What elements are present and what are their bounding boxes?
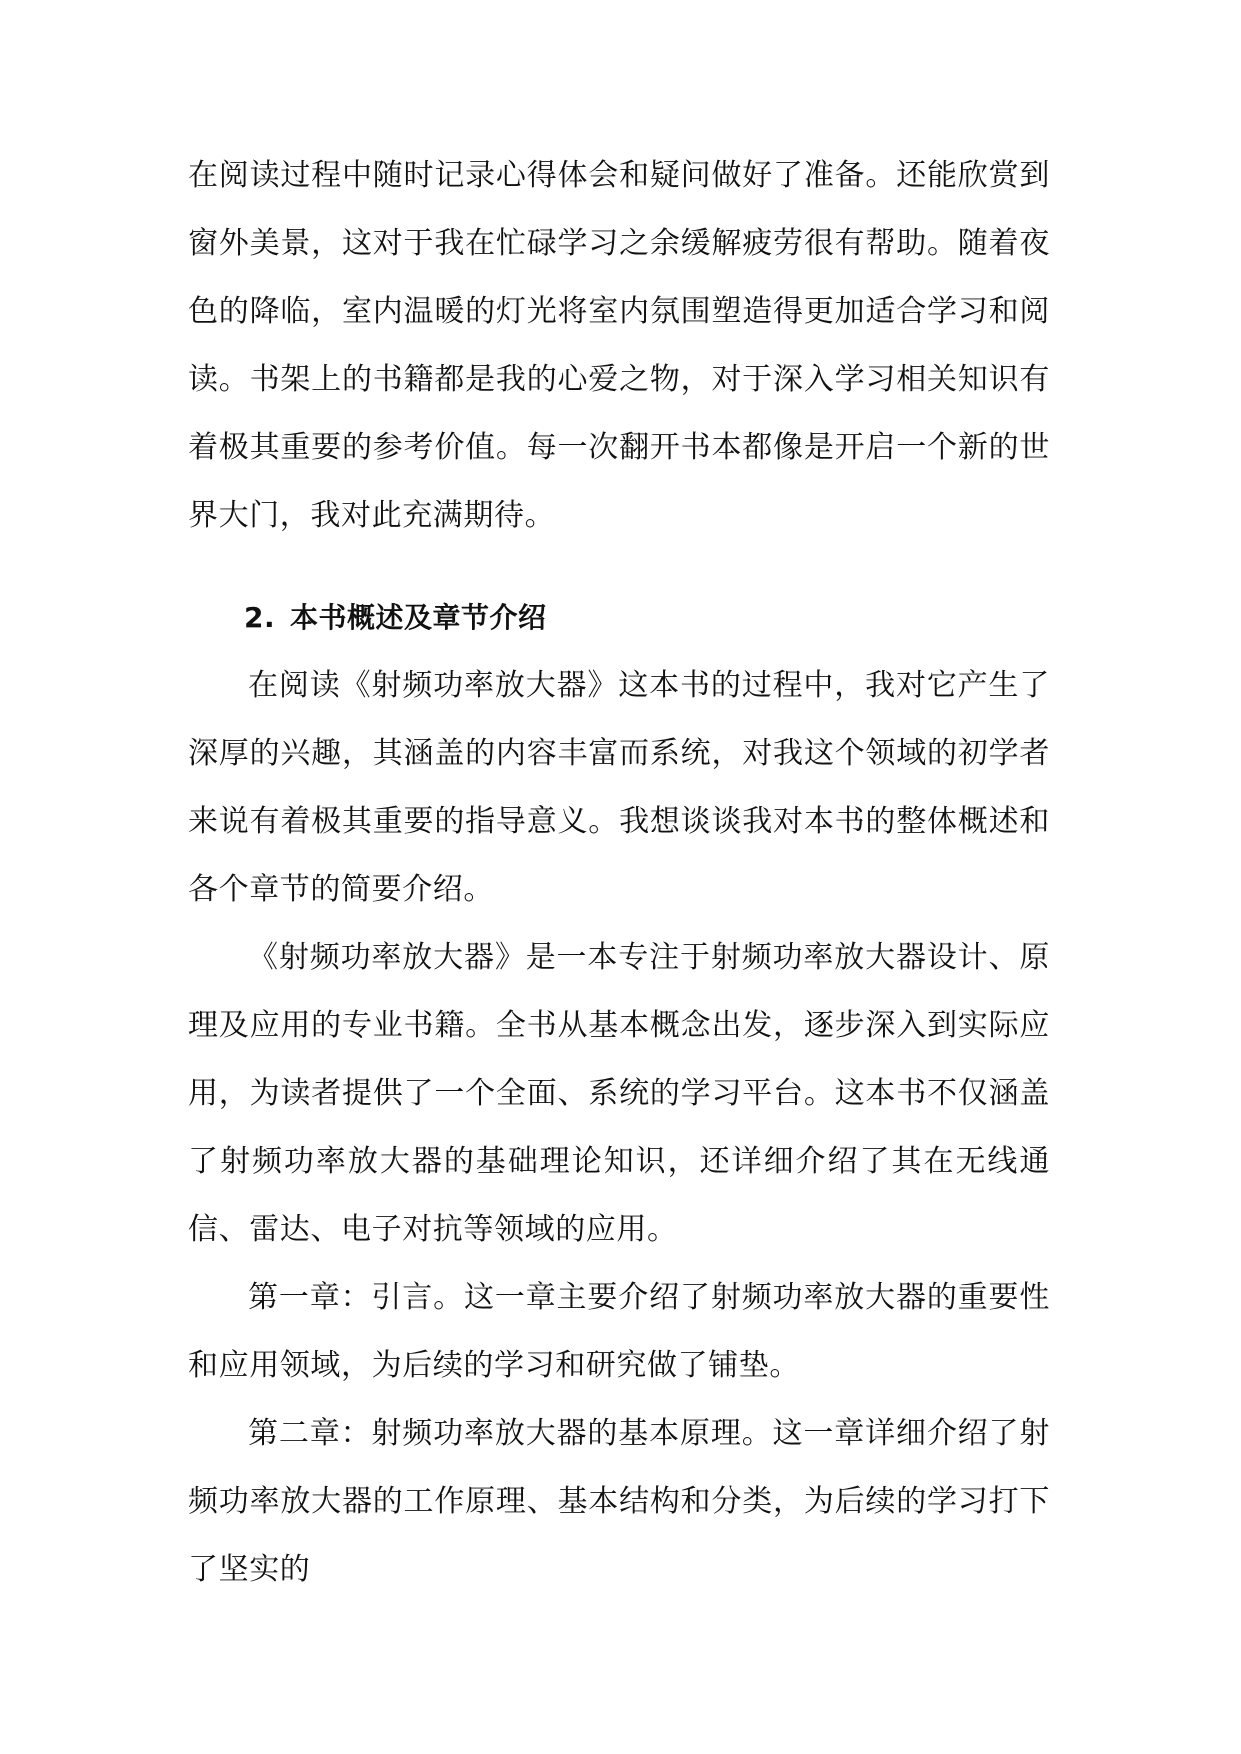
paragraph-chapter-1: 第一章：引言。这一章主要介绍了射频功率放大器的重要性和应用领域，为后续的学习和研究做了铺垫。 [188, 1280, 1050, 1383]
section-number: 2. [244, 601, 276, 634]
section-title: 本书概述及章节介绍 [290, 601, 547, 634]
paragraph-chapter-2: 第二章：射频功率放大器的基本原理。这一章详细介绍了射频功率放大器的工作原理、基本结构和分类，为后续的学习打下了坚实的 [188, 1416, 1050, 1587]
paragraph-book-overview: 《射频功率放大器》是一本专注于射频功率放大器设计、原理及应用的专业书籍。全书从基本概念出发，逐步深入到实际应用，为读者提供了一个全面、系统的学习平台。这本书不仅涵盖了射频功率放大器的基础理论知识，还详细介绍了其在无线通信、雷达、电子对抗等领域的应用。 [188, 940, 1050, 1247]
paragraph-intro: 在阅读《射频功率放大器》这本书的过程中，我对它产生了深厚的兴趣，其涵盖的内容丰富而系统，对我这个领域的初学者来说有着极其重要的指导意义。我想谈谈我对本书的整体概述和各个章节的简要介绍。 [188, 668, 1050, 907]
page-body [188, 142, 1050, 1604]
continuation-paragraph: 在阅读过程中随时记录心得体会和疑问做好了准备。还能欣赏到窗外美景，这对于我在忙碌学习之余缓解疲劳很有帮助。随着夜色的降临，室内温暖的灯光将室内氛围塑造得更加适合学习和阅读。书架上的书籍都是我的心爱之物，对于深入学习相关知识有着极其重要的参考价值。每一次翻开书本都像是开启一个新的世界大门，我对此充满期待。 [188, 158, 1050, 533]
section-heading [188, 584, 1050, 652]
